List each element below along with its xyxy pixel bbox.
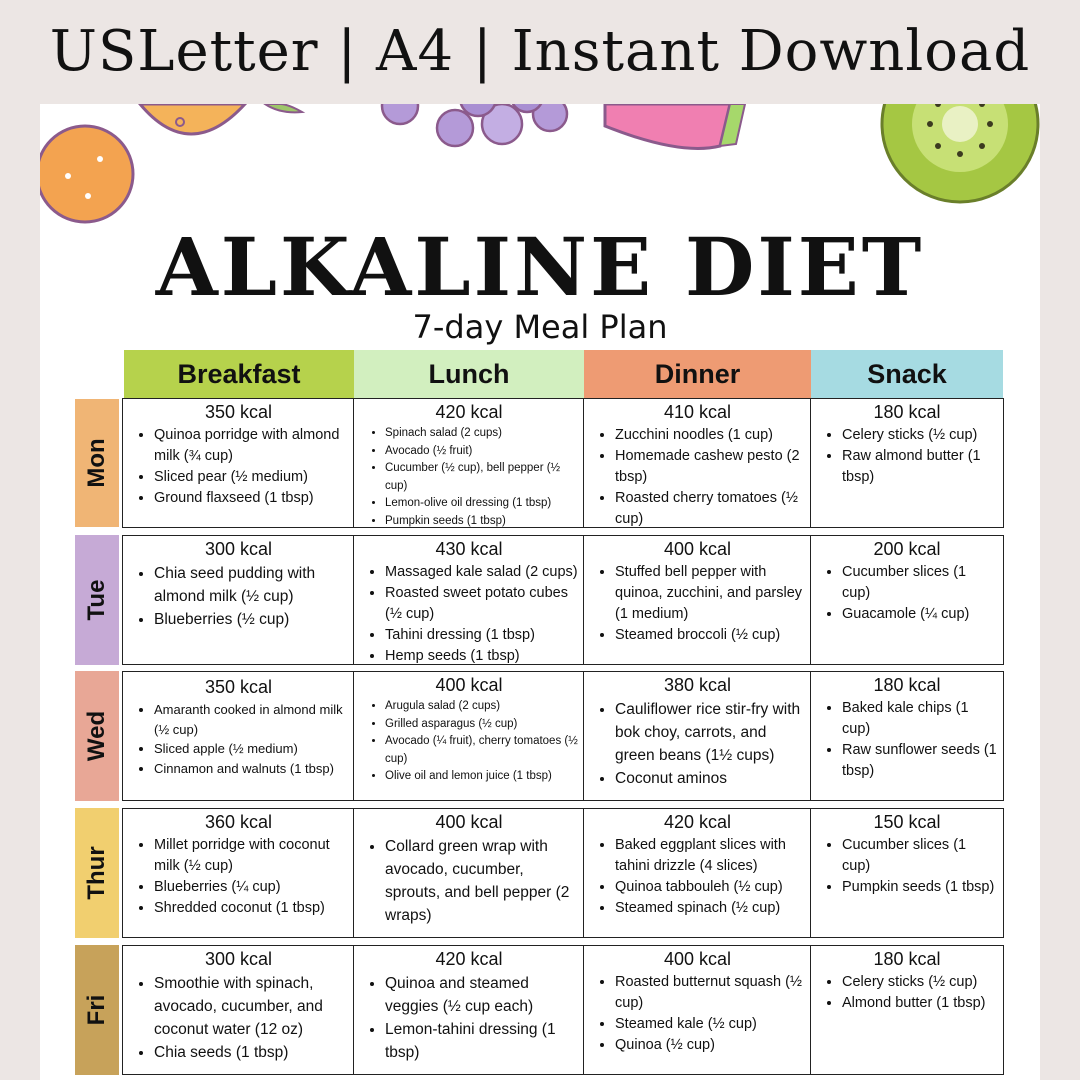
- leaf-icon: [265, 104, 302, 112]
- meal-item: • Cinnamon and walnuts (1 tbsp): [154, 759, 349, 779]
- meal-item: • Massaged kale salad (2 cups): [385, 562, 579, 583]
- meal-item: • Raw sunflower seeds (1 tbsp): [842, 740, 998, 782]
- meal-item: • Steamed broccoli (½ cup): [615, 625, 806, 646]
- meal-cell-mon-snack: [810, 398, 1004, 528]
- meal-cell-fri-snack: [810, 945, 1004, 1075]
- meal-cell-fri-dinner: [583, 945, 812, 1075]
- meal-item: • Ground flaxseed (1 tbsp): [154, 488, 349, 509]
- page-title: ALKALINE DIET: [155, 220, 925, 314]
- kcal-value: 300 kcal: [204, 949, 273, 969]
- meal-item: • Lemon-tahini dressing (1 tbsp): [385, 1018, 579, 1064]
- meal-cell-thur-lunch: [353, 808, 585, 938]
- grapes-icon: [382, 104, 567, 146]
- kcal-value: 180 kcal: [873, 949, 941, 969]
- watermelon-icon: [605, 104, 745, 149]
- meal-item: • Quinoa and steamed veggies (½ cup each): [385, 972, 579, 1018]
- meal-item: • Guacamole (¼ cup): [842, 604, 998, 625]
- kcal-value: 360 kcal: [204, 812, 273, 832]
- day-label-fri: Fri: [75, 945, 119, 1075]
- banner-title: USLetter | A4 | Instant Download: [49, 19, 1031, 84]
- meal-item: • Avocado (¼ fruit), cherry tomatoes (½ cup): [385, 733, 579, 768]
- day-label-mon: Mon: [75, 399, 119, 527]
- meal-item: • Homemade cashew pesto (2 tbsp): [615, 446, 806, 488]
- meal-item: • Roasted sweet potato cubes (½ cup): [385, 583, 579, 625]
- meal-cell-mon-breakfast: [122, 398, 355, 528]
- meal-item: • Baked kale chips (1 cup): [842, 698, 998, 740]
- kcal-value: 400 kcal: [435, 675, 503, 695]
- kcal-value: 420 kcal: [663, 812, 732, 832]
- meal-item: • Pumpkin seeds (1 tbsp): [842, 877, 998, 898]
- meal-item: • Spinach salad (2 cups): [385, 425, 579, 443]
- meal-item: • Roasted butternut squash (½ cup): [615, 972, 806, 1014]
- meal-item: • Olive oil and lemon juice (1 tbsp): [385, 768, 579, 786]
- header-breakfast: Breakfast: [124, 350, 354, 398]
- meal-item: • Collard green wrap with avocado, cucumber, sprouts, and bell pepper (2 wraps): [385, 835, 579, 927]
- meal-item: • Blueberries (¼ cup): [154, 877, 349, 898]
- meal-cell-thur-breakfast: [122, 808, 355, 938]
- meal-cell-wed-dinner: [583, 671, 812, 801]
- kcal-value: 420 kcal: [435, 402, 503, 422]
- meal-cell-mon-lunch: [353, 398, 585, 528]
- kcal-value: 380 kcal: [663, 675, 732, 695]
- meal-cell-tue-snack: [810, 535, 1004, 665]
- kcal-value: 410 kcal: [663, 402, 732, 422]
- kcal-value: 420 kcal: [435, 949, 503, 969]
- meal-item: • Arugula salad (2 cups): [385, 698, 579, 716]
- meal-item: • Roasted cherry tomatoes (½ cup): [615, 488, 806, 528]
- kcal-value: 180 kcal: [873, 402, 941, 422]
- orange-icon: [40, 104, 245, 222]
- meal-item: • Shredded coconut (1 tbsp): [154, 898, 349, 919]
- meal-item: • Hemp seeds (1 tbsp): [385, 646, 579, 665]
- meal-cell-thur-snack: [810, 808, 1004, 938]
- meal-item: • Avocado (½ fruit): [385, 443, 579, 461]
- meal-item: • Almond butter (1 tbsp): [842, 993, 998, 1014]
- meal-cell-mon-dinner: [583, 398, 812, 528]
- meal-item: • Sliced apple (½ medium): [154, 739, 349, 759]
- meal-item: • Quinoa (½ cup): [615, 1035, 806, 1056]
- meal-cell-tue-dinner: [583, 535, 812, 665]
- meal-item: • Zucchini noodles (1 cup): [615, 425, 806, 446]
- meal-item: • Millet porridge with coconut milk (½ cup): [154, 835, 349, 877]
- kcal-value: 350 kcal: [204, 402, 273, 422]
- meal-item: • Pumpkin seeds (1 tbsp): [385, 513, 579, 529]
- meal-cell-tue-breakfast: [122, 535, 355, 665]
- kiwi-icon: [882, 104, 1038, 202]
- meal-item: • Amaranth cooked in almond milk (½ cup): [154, 700, 349, 739]
- meal-item: • Baked eggplant slices with tahini drizzle (4 slices): [615, 835, 806, 877]
- meal-cell-fri-breakfast: [122, 945, 355, 1075]
- meal-item: • Raw almond butter (1 tbsp): [842, 446, 998, 488]
- kcal-value: 350 kcal: [204, 677, 273, 697]
- meal-item: • Sliced pear (½ medium): [154, 467, 349, 488]
- meal-item: • Celery sticks (½ cup): [842, 972, 998, 993]
- page-subtitle: 7-day Meal Plan: [412, 308, 668, 346]
- meal-item: • Lemon-olive oil dressing (1 tbsp): [385, 495, 579, 513]
- meal-item: • Quinoa tabbouleh (½ cup): [615, 877, 806, 898]
- day-label-thur: Thur: [75, 808, 119, 938]
- kcal-value: 400 kcal: [663, 949, 732, 969]
- day-label-tue: Tue: [75, 535, 119, 665]
- meal-item: • Cucumber (½ cup), bell pepper (½ cup): [385, 460, 579, 495]
- kcal-value: 200 kcal: [873, 539, 941, 559]
- meal-item: • Cauliflower rice stir-fry with bok choy, carrots, and green beans (1½ cups): [615, 698, 806, 767]
- meal-item: • Steamed spinach (½ cup): [615, 898, 806, 919]
- meal-item: • Cucumber slices (1 cup): [842, 835, 998, 877]
- kcal-value: 180 kcal: [873, 675, 941, 695]
- kcal-value: 400 kcal: [663, 539, 732, 559]
- header-lunch: Lunch: [354, 350, 584, 398]
- meal-cell-wed-snack: [810, 671, 1004, 801]
- meal-item: • Smoothie with spinach, avocado, cucumber, and coconut water (12 oz): [154, 972, 349, 1041]
- meal-item: • Quinoa porridge with almond milk (¾ cup): [154, 425, 349, 467]
- meal-item: • Chia seed pudding with almond milk (½ cup): [154, 562, 349, 608]
- meal-item: • Stuffed bell pepper with quinoa, zucchini, and parsley (1 medium): [615, 562, 806, 625]
- meal-item: • Coconut aminos: [615, 767, 806, 790]
- meal-cell-thur-dinner: [583, 808, 812, 938]
- kcal-value: 430 kcal: [435, 539, 503, 559]
- meal-item: • Grilled asparagus (½ cup): [385, 716, 579, 734]
- meal-item: • Cucumber slices (1 cup): [842, 562, 998, 604]
- kcal-value: 300 kcal: [204, 539, 273, 559]
- meal-cell-tue-lunch: [353, 535, 585, 665]
- header-dinner: Dinner: [584, 350, 811, 398]
- meal-cell-wed-breakfast: [122, 671, 355, 801]
- meal-item: • Tahini dressing (1 tbsp): [385, 625, 579, 646]
- meal-item: • Blueberries (½ cup): [154, 608, 349, 631]
- kcal-value: 400 kcal: [435, 812, 503, 832]
- meal-item: • Steamed kale (½ cup): [615, 1014, 806, 1035]
- meal-item: • Chia seeds (1 tbsp): [154, 1041, 349, 1064]
- kcal-value: 150 kcal: [873, 812, 941, 832]
- meal-cell-wed-lunch: [353, 671, 585, 801]
- fruit-illustrations: [40, 104, 1040, 224]
- meal-plan-sheet: [40, 104, 1040, 1080]
- day-label-wed: Wed: [75, 671, 119, 801]
- meal-cell-fri-lunch: [353, 945, 585, 1075]
- header-snack: Snack: [811, 350, 1003, 398]
- meal-item: • Celery sticks (½ cup): [842, 425, 998, 446]
